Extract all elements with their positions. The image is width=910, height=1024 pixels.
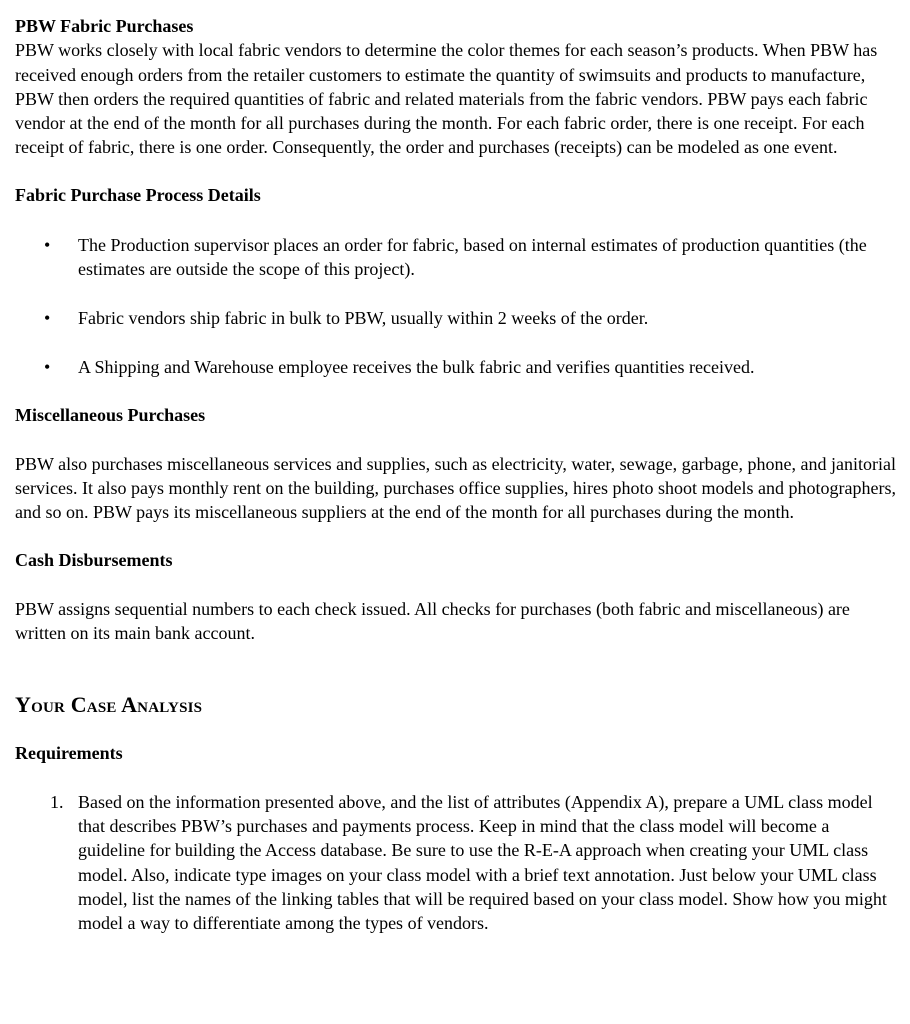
list-item xyxy=(15,233,900,282)
cash-disbursements-paragraph: PBW assigns sequential numbers to each check issued. All checks for purchases (both fabric and miscellaneous) are written on its main bank account. xyxy=(15,598,850,644)
requirements-list xyxy=(15,790,900,936)
list-item-text: Fabric vendors ship fabric in bulk to PBW, usually within 2 weeks of the order. xyxy=(78,307,649,328)
fabric-purchases-heading: PBW Fabric Purchases xyxy=(15,16,194,36)
list-item-number: 1. xyxy=(50,791,64,812)
cash-disbursements-heading: Cash Disbursements xyxy=(15,550,173,571)
list-item-text: A Shipping and Warehouse employee receives the bulk fabric and verifies quantities received. xyxy=(78,356,755,377)
list-item-text: Based on the information presented above, and the list of attributes (Appendix A), prepare a UML class model that describes PBW’s purchases and payments process. Keep in mind that the class model will become a guideline for building the Access database. Be sure to use the R-E-A approach when creating your UML class model. Also, indicate type images on your class model with a brief text annotation. Just below your UML class model, list the names of the linking tables that will be required based on your class model. Show how you might model a way to differentiate among the types of vendors. xyxy=(78,791,887,934)
misc-purchases-heading: Miscellaneous Purchases xyxy=(15,405,206,426)
document-page xyxy=(15,14,900,935)
fabric-purchases-paragraph: PBW works closely with local fabric vendors to determine the color themes for each season’s products. When PBW has received enough orders from the retailer customers to estimate the quantity of swimsuits and products to manufacture, PBW then orders the required quantities of fabric and related materials from the fabric vendors. PBW pays each fabric vendor at the end of the month for all purchases during the month. For each fabric order, there is one receipt. For each receipt of fabric, there is one order. Consequently, the order and purchases (receipts) can be modeled as one event. xyxy=(15,40,878,158)
bullet-icon: • xyxy=(44,307,51,328)
list-item xyxy=(15,790,900,936)
bullet-icon: • xyxy=(44,356,51,377)
list-item-text: The Production supervisor places an order for fabric, based on internal estimates of production quantities (the estimates are outside the scope of this project). xyxy=(78,235,867,280)
case-analysis-title: Your Case Analysis xyxy=(15,692,203,718)
list-item xyxy=(15,306,900,330)
bullet-icon: • xyxy=(44,235,51,256)
process-details-heading: Fabric Purchase Process Details xyxy=(15,184,261,205)
requirements-heading: Requirements xyxy=(15,743,123,764)
misc-purchases-paragraph: PBW also purchases miscellaneous services and supplies, such as electricity, water, sewage, garbage, phone, and janitorial services. It also pays monthly rent on the building, purchases office supplies, hires photo shoot models and photographers, and so on. PBW pays its miscellaneous suppliers at the end of the month for all purchases during the month. xyxy=(15,453,897,523)
process-details-list xyxy=(15,233,900,379)
list-item xyxy=(15,355,900,379)
